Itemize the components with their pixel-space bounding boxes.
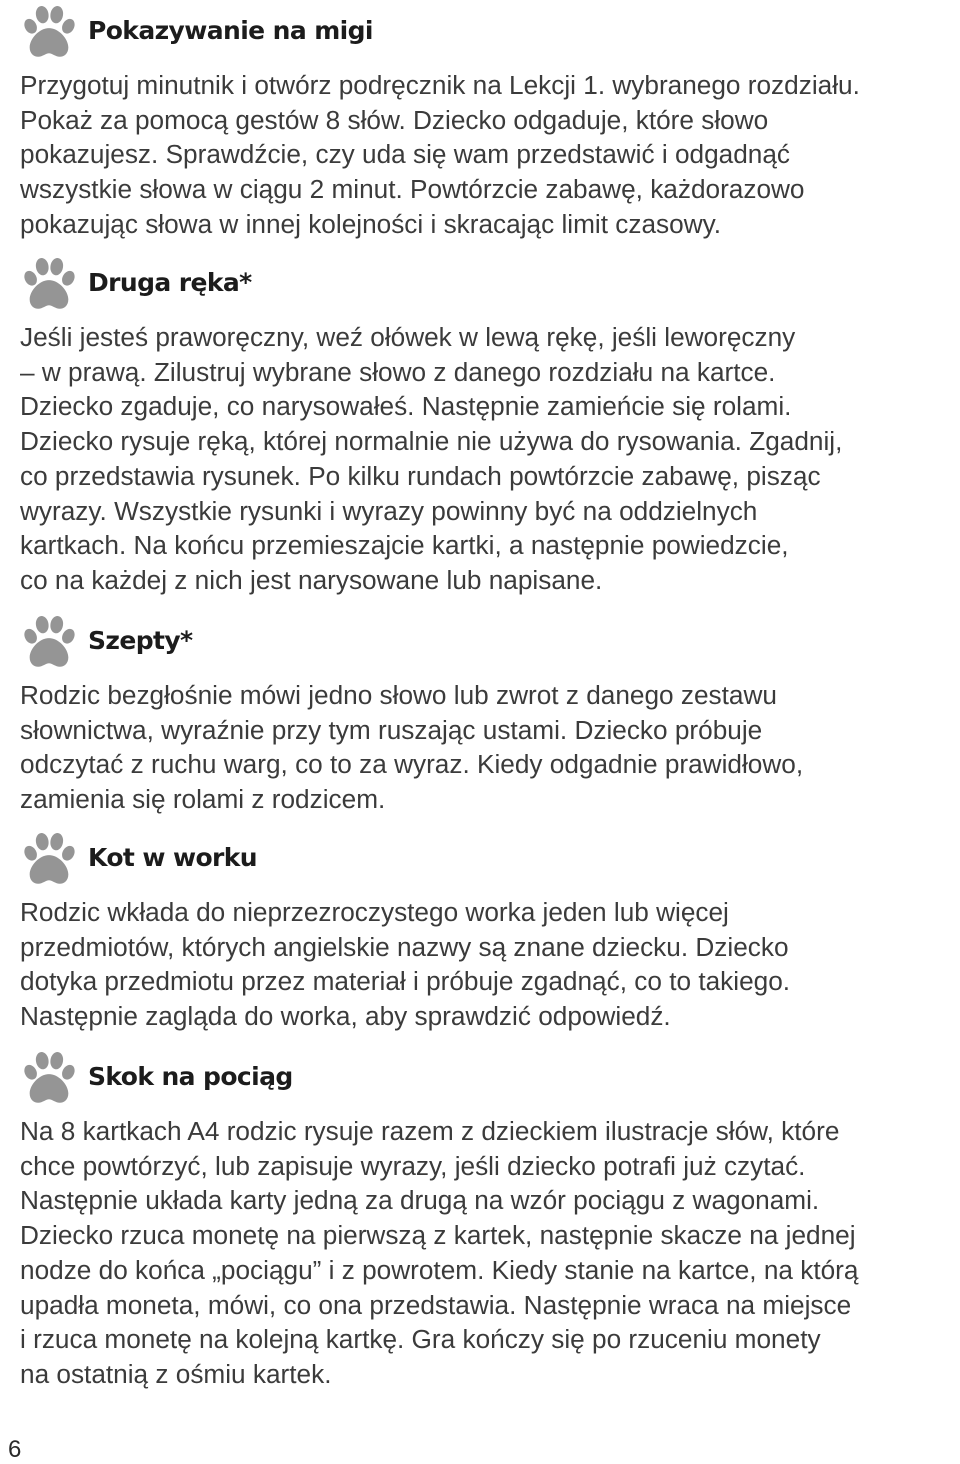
text-line: co przedstawia rysunek. Po kilku rundach powtórzcie zabawę, pisząc (20, 460, 821, 491)
section-heading (20, 1050, 950, 1114)
section-body (20, 1114, 950, 1392)
text-line: nodze do końca „pociągu” i z powrotem. Kiedy stanie na kartce, na którą (20, 1254, 859, 1285)
text-line: Jeśli jesteś praworęczny, weź ołówek w lewą rękę, jeśli leworęczny (20, 322, 796, 352)
text-line: Następnie zagląda do worka, aby sprawdzić odpowiedź. (20, 1001, 671, 1032)
text-line: dotyka przedmiotu przez materiał i próbuje zgadnąć, co to takiego. (20, 966, 791, 997)
section-title: Druga ręka* (88, 268, 252, 297)
paw-print-icon (20, 1050, 78, 1108)
text-line: przedmiotów, których angielskie nazwy są znane dziecku. Dziecko (20, 931, 789, 962)
text-line: zamienia się rolami z rodzicem. (20, 784, 386, 815)
section-body (20, 678, 950, 817)
section-body (20, 320, 950, 598)
section-title: Kot w worku (88, 843, 257, 872)
text-line: chce powtórzyć, lub zapisuje wyrazy, jeśli dziecko potrafi już czytać. (20, 1150, 806, 1181)
paw-print-icon (20, 4, 78, 62)
text-line: wyrazy. Wszystkie rysunki i wyrazy powinny być na oddzielnych (20, 495, 758, 526)
text-line: pokazujesz. Sprawdźcie, czy uda się wam przedstawić i odgadnąć (20, 139, 790, 170)
text-line: Rodzic bezgłośnie mówi jedno słowo lub zwrot z danego zestawu (20, 680, 777, 710)
text-line: Dziecko rzuca monetę na pierwszą z kartek, następnie skacze na jednej (20, 1220, 856, 1251)
text-line: co na każdej z nich jest narysowane lub napisane. (20, 564, 603, 595)
section-body (20, 895, 950, 1034)
text-line: Następnie układa karty jedną za drugą na wzór pociągu z wagonami. (20, 1185, 820, 1216)
section-skok-na-pociag (20, 1050, 950, 1392)
section-kot-w-worku (20, 831, 950, 1034)
text-line: pokazując słowa w innej kolejności i skracając limit czasowy. (20, 208, 722, 239)
text-line: i rzuca monetę na kolejną kartkę. Gra kończy się po rzuceniu monety (20, 1324, 821, 1355)
text-line: Dziecko zgaduje, co narysowałeś. Następnie zamieńcie się rolami. (20, 391, 792, 422)
text-line: kartkach. Na końcu przemieszajcie kartki, a następnie powiedzcie, (20, 530, 789, 561)
section-body (20, 68, 950, 242)
section-title: Pokazywanie na migi (88, 16, 373, 45)
section-heading (20, 831, 950, 895)
text-line: odczytać z ruchu warg, co to za wyraz. Kiedy odgadnie prawidłowo, (20, 749, 804, 780)
text-line: słownictwa, wyraźnie przy tym ruszając ustami. Dziecko próbuje (20, 714, 763, 745)
paw-print-icon (20, 831, 78, 889)
text-line: wszystkie słowa w ciągu 2 minut. Powtórzcie zabawę, każdorazowo (20, 174, 805, 205)
section-szepty (20, 614, 950, 817)
section-druga-reka (20, 256, 950, 598)
section-title: Szepty* (88, 626, 193, 655)
section-heading (20, 614, 950, 678)
section-heading (20, 256, 950, 320)
text-line: – w prawą. Zilustruj wybrane słowo z danego rozdziału na kartce. (20, 356, 776, 387)
paw-print-icon (20, 256, 78, 314)
section-pokazywanie (20, 4, 950, 242)
text-line: na ostatnią z ośmiu kartek. (20, 1358, 332, 1389)
paw-print-icon (20, 614, 78, 672)
text-line: Rodzic wkłada do nieprzezroczystego worka jeden lub więcej (20, 897, 729, 927)
section-heading (20, 4, 950, 68)
section-title: Skok na pociąg (88, 1062, 293, 1091)
text-line: upadła moneta, mówi, co ona przedstawia. Następnie wraca na miejsce (20, 1289, 852, 1320)
page-number: 6 (8, 1436, 22, 1463)
text-line: Dziecko rysuje ręką, której normalnie nie używa do rysowania. Zgadnij, (20, 426, 843, 457)
text-line: Przygotuj minutnik i otwórz podręcznik na Lekcji 1. wybranego rozdziału. (20, 70, 860, 100)
text-line: Pokaż za pomocą gestów 8 słów. Dziecko odgaduje, które słowo (20, 104, 769, 135)
text-line: Na 8 kartkach A4 rodzic rysuje razem z dzieckiem ilustracje słów, które (20, 1116, 840, 1146)
